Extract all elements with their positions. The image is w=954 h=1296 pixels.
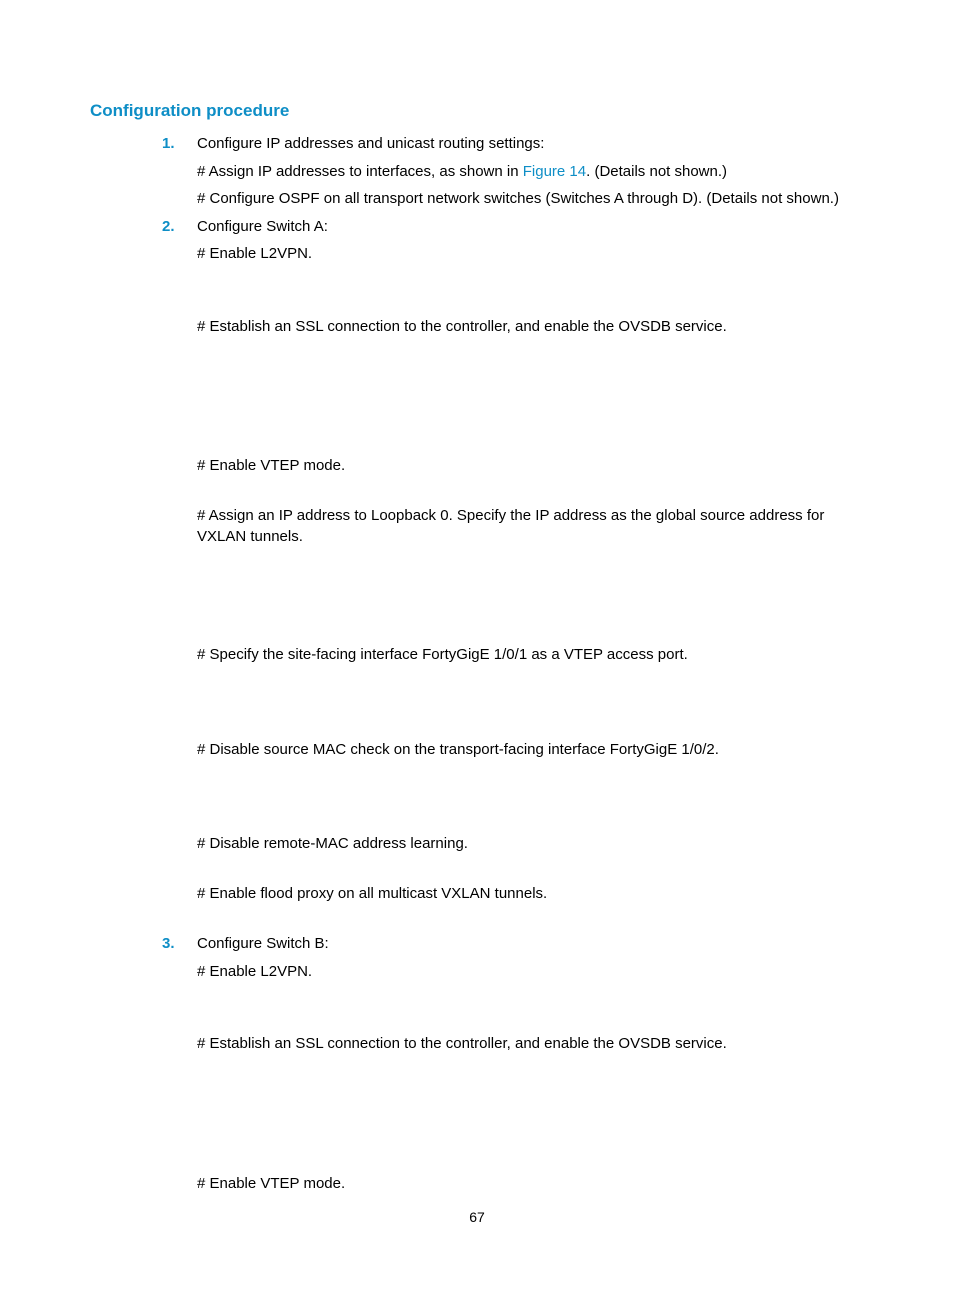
comment-remote-mac: # Disable remote-MAC address learning.	[197, 835, 468, 852]
comment-mac-check: # Disable source MAC check on the transport-facing interface FortyGigE 1/0/2.	[197, 741, 719, 758]
comment-enable-l2vpn: # Enable L2VPN.	[197, 245, 313, 262]
comment-ospf: # Configure OSPF on all transport network switches (Switches A through D). (Details not shown.)	[197, 190, 839, 207]
comment-text: # Assign IP addresses to interfaces, as shown in	[197, 163, 523, 180]
comment-ssl: # Establish an SSL connection to the controller, and enable the OVSDB service.	[197, 318, 727, 335]
section-heading: Configuration procedure	[90, 101, 290, 120]
comment-flood-proxy: # Enable flood proxy on all multicast VXLAN tunnels.	[197, 885, 548, 902]
comment-assign-ip	[197, 161, 727, 182]
step-number: 3.	[162, 935, 175, 952]
comment-enable-l2vpn: # Enable L2VPN.	[197, 963, 313, 980]
comment-vtep-mode: # Enable VTEP mode.	[197, 1175, 346, 1192]
comment-text: . (Details not shown.)	[586, 163, 728, 180]
step-number: 1.	[162, 135, 175, 152]
comment-ssl: # Establish an SSL connection to the controller, and enable the OVSDB service.	[197, 1035, 727, 1052]
comment-access-port: # Specify the site-facing interface FortyGigE 1/0/1 as a VTEP access port.	[197, 646, 688, 663]
comment-loopback: # Assign an IP address to Loopback 0. Specify the IP address as the global source address for VXLAN tunnels.	[197, 507, 825, 545]
page-number: 67	[469, 1209, 485, 1225]
step-number: 2.	[162, 218, 175, 235]
comment-vtep-mode: # Enable VTEP mode.	[197, 457, 346, 474]
step-title: Configure Switch B:	[197, 935, 329, 952]
figure-link[interactable]: Figure 14	[522, 163, 587, 180]
step-title: Configure IP addresses and unicast routing settings:	[197, 135, 545, 152]
step-title: Configure Switch A:	[197, 218, 328, 235]
